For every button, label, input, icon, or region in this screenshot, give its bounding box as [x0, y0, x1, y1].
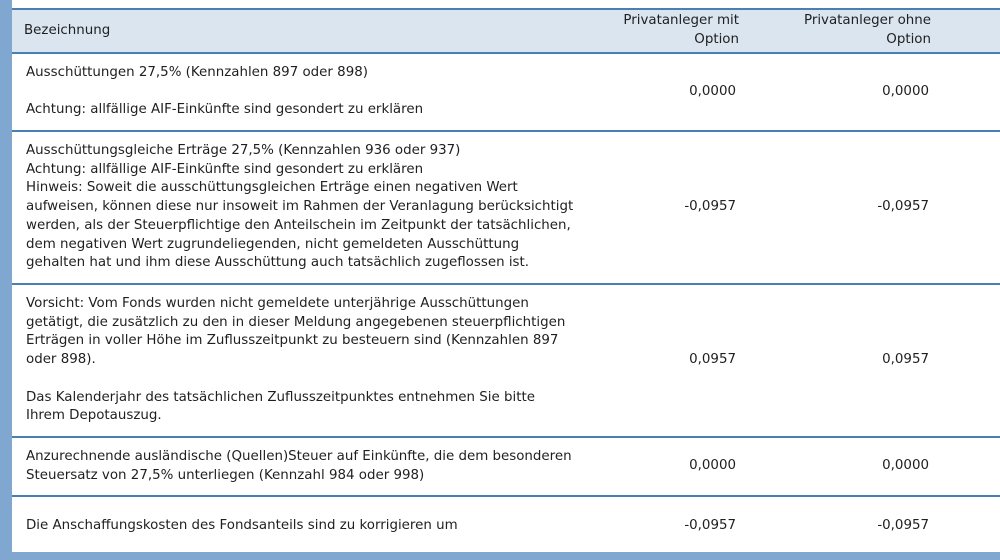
row-text-line: Vorsicht: Vom Fonds wurden nicht gemeldete unterjährige Ausschüttungen [26, 296, 529, 312]
value-mit-option: 0,0000 [602, 53, 752, 131]
row-text-line: Achtung: allfällige AIF-Einkünfte sind gesondert zu erklären [26, 102, 424, 118]
table-row [12, 284, 1000, 437]
row-text-line: Hinweis: Soweit die ausschüttungsgleichen Erträge einen negativen Wert [26, 180, 518, 196]
value-ohne-option: 0,0000 [752, 53, 1000, 131]
header-privatanleger-mit-option [602, 9, 752, 53]
value-mit-option: 0,0957 [602, 284, 752, 437]
value-mit-option: -0,0957 [684, 517, 736, 533]
header-bezeichnung: Bezeichnung [12, 9, 602, 53]
tax-table-panel [12, 0, 1000, 552]
row-description [12, 284, 602, 437]
row-description [12, 131, 602, 284]
row-text-line: werden, als der Steuerpflichtige den Anteilschein im Zeitpunkt der tatsächlichen, [26, 217, 571, 233]
value-ohne-option: 0,0957 [752, 284, 1000, 437]
value-ohne-option: -0,0957 [877, 517, 929, 533]
row-text-line: Ihrem Depotauszug. [26, 408, 162, 424]
row-text-line: Ausschüttungsgleiche Erträge 27,5% (Kennzahlen 936 oder 937) [26, 143, 461, 159]
tax-data-table [12, 8, 1000, 555]
header-col2-line2: Option [886, 32, 931, 47]
row-text-line: dem negativen Wert zugrundeliegenden, nicht gemeldeten Ausschüttung [26, 236, 520, 252]
header-privatanleger-ohne-option [752, 9, 1000, 53]
paragraph-gap [26, 370, 602, 389]
header-col1-line1: Privatanleger mit [623, 13, 739, 29]
row-text-line: Erträgen in voller Höhe im Zuflusszeitpunkt zu besteuern sind (Kennzahlen 897 [26, 333, 559, 349]
row-text-line: Ausschüttungen 27,5% (Kennzahlen 897 oder 898) [26, 64, 368, 80]
row-text-line: Das Kalenderjahr des tatsächlichen Zuflusszeitpunktes entnehmen Sie bitte [26, 389, 535, 405]
row-text-line: Achtung: allfällige AIF-Einkünfte sind gesondert zu erklären [26, 161, 424, 177]
table-row [12, 131, 1000, 284]
row-text-line: gehalten hat und ihm diese Ausschüttung auch tatsächlich zugeflossen ist. [26, 255, 530, 271]
row-text-line: Anzurechnende ausländische (Quellen)Steuer auf Einkünfte, die dem besonderen [26, 448, 572, 464]
row-text-line: oder 898). [26, 352, 96, 368]
row-text-line: aufweisen, können diese nur insoweit im Rahmen der Veranlagung berücksichtigt [26, 199, 574, 215]
table-row [12, 437, 1000, 496]
top-margin [12, 0, 1000, 8]
table-row [12, 496, 1000, 555]
row-description [12, 496, 602, 555]
header-col2-line1: Privatanleger ohne [803, 13, 931, 29]
paragraph-gap [26, 83, 602, 102]
row-text-line: Die Anschaffungskosten des Fondsanteils sind zu korrigieren um [26, 517, 458, 533]
row-text-line: getätigt, die zusätzlich zu den in dieser Meldung angegebenen steuerpflichtigen [26, 314, 566, 330]
row-text-line: Steuersatz von 27,5% unterliegen (Kennzahl 984 oder 998) [26, 467, 425, 483]
value-ohne-option: 0,0000 [752, 437, 1000, 496]
value-mit-option: 0,0000 [602, 437, 752, 496]
row-description [12, 437, 602, 496]
value-ohne-option: -0,0957 [752, 131, 1000, 284]
value-mit-option: -0,0957 [602, 131, 752, 284]
row-description [12, 53, 602, 131]
table-header-row [12, 9, 1000, 53]
header-col1-line2: Option [694, 32, 739, 47]
table-row [12, 53, 1000, 131]
